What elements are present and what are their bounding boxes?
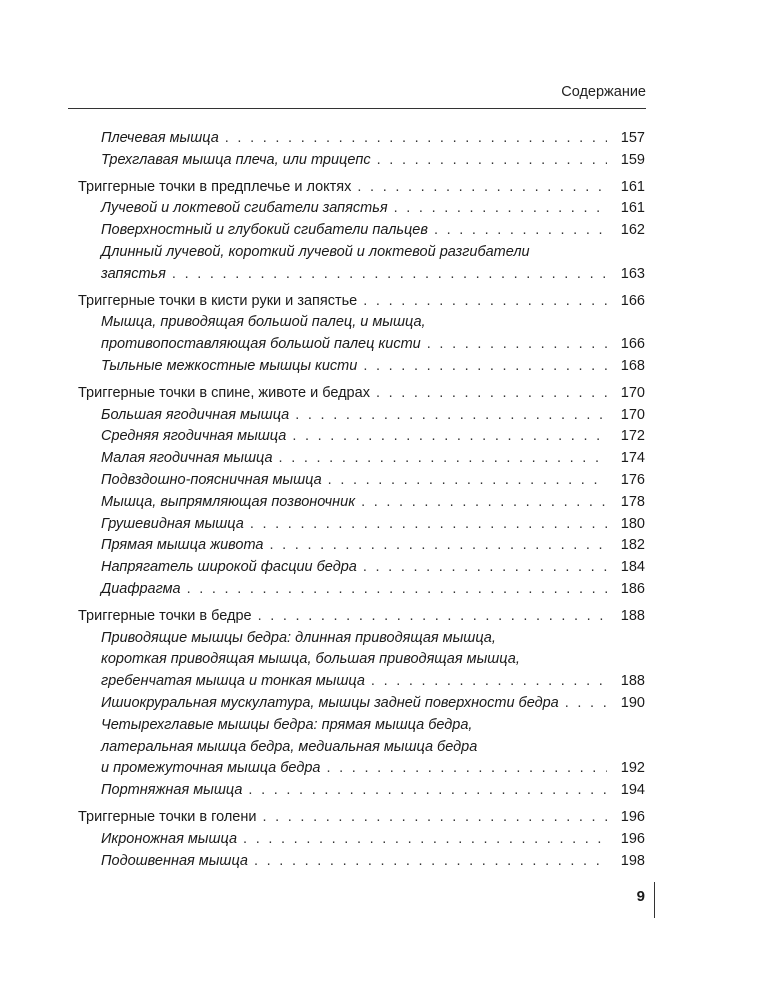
toc-entry-title: Большая ягодичная мышца [101, 406, 290, 423]
toc-entry-title: Грушевидная мышца [101, 515, 244, 532]
toc-subsection-entry[interactable] [78, 535, 645, 557]
dot-leader [434, 220, 607, 242]
toc-entry-title: Плечевая мышца [101, 130, 219, 146]
toc-entry-title: Прямая мышца живота [101, 537, 264, 554]
dot-leader [363, 557, 607, 579]
toc-entry-title: Подошвенная мышца [101, 852, 248, 869]
dot-leader [243, 829, 607, 851]
toc-section-entry[interactable] [78, 177, 645, 199]
toc-entry-title: Четырехглавые мышцы бедра: прямая мышца бедра, [101, 716, 473, 733]
toc-page-number: 157 [620, 130, 645, 146]
toc-subsection-entry[interactable] [78, 356, 645, 378]
toc-subsection-entry[interactable] [78, 492, 645, 514]
toc-subsection-entry[interactable] [78, 470, 645, 492]
toc-page-number: 180 [620, 515, 645, 532]
toc-entry-title: Мышца, выпрямляющая позвоночник [101, 493, 356, 510]
toc-subsection-entry[interactable] [78, 715, 645, 780]
dot-leader [376, 383, 607, 405]
toc-page-number: 182 [620, 537, 645, 554]
toc-subsection-entry[interactable] [78, 128, 645, 150]
toc-page-number: 161 [620, 200, 645, 217]
toc-page-number: 196 [620, 830, 645, 847]
toc-entry-title: гребенчатая мышца и тонкая мышца [101, 673, 365, 690]
toc-page-number: 170 [620, 384, 645, 401]
toc-subsection-entry[interactable] [78, 514, 645, 536]
toc-subsection-entry[interactable] [78, 312, 645, 356]
toc-entry-title: Ишиокруральная мускулатура, мышцы задней поверхности бедра [101, 694, 559, 711]
toc-entry-title: Средняя ягодичная мышца [101, 428, 287, 445]
toc-subsection-entry[interactable] [78, 405, 645, 427]
toc-subsection-entry[interactable] [78, 829, 645, 851]
dot-leader [292, 426, 607, 448]
toc-entry-title: Подвздошно-поясничная мышца [101, 471, 322, 488]
table-of-contents [78, 128, 645, 872]
toc-subsection-entry[interactable] [78, 198, 645, 220]
dot-leader [427, 334, 607, 356]
toc-page-number: 178 [620, 493, 645, 510]
dot-leader [269, 535, 607, 557]
header-rule [68, 108, 646, 109]
toc-entry-title: латеральная мышца бедра, медиальная мышца бедра [101, 738, 478, 755]
toc-entry-title: и промежуточная мышца бедра [101, 760, 321, 777]
dot-leader [258, 606, 607, 628]
running-title: Содержание [561, 84, 646, 100]
toc-entry-title: Триггерные точки в голени [78, 808, 257, 825]
dot-leader [279, 448, 607, 470]
toc-subsection-entry[interactable] [78, 780, 645, 802]
toc-page-number: 162 [620, 222, 645, 239]
dot-leader [363, 356, 607, 378]
dot-leader [394, 198, 607, 220]
toc-page-number: 170 [620, 406, 645, 423]
toc-page-number: 166 [620, 336, 645, 353]
toc-entry-title: Триггерные точки в спине, животе и бедрах [78, 384, 370, 401]
dot-leader [248, 780, 607, 802]
toc-entry-title: Диафрагма [101, 580, 181, 597]
dot-leader [254, 851, 607, 873]
dot-leader [371, 671, 607, 693]
toc-page-number: 186 [620, 580, 645, 597]
toc-page-number: 174 [620, 450, 645, 467]
toc-entry-title: Триггерные точки в предплечье и локтях [78, 178, 352, 195]
toc-entry-title: Триггерные точки в кисти руки и запястье [78, 292, 358, 309]
toc-subsection-entry[interactable] [78, 220, 645, 242]
dot-leader [565, 693, 607, 715]
dot-leader [250, 514, 607, 536]
toc-entry-title: Мышца, приводящая большой палец, и мышца, [101, 314, 426, 331]
toc-page-number: 192 [620, 760, 645, 777]
toc-page-number: 176 [620, 471, 645, 488]
toc-subsection-entry[interactable] [78, 448, 645, 470]
toc-entry-title: Портняжная мышца [101, 782, 243, 799]
toc-page-number: 166 [620, 292, 645, 309]
toc-subsection-entry[interactable] [78, 242, 645, 286]
toc-subsection-entry[interactable] [78, 557, 645, 579]
toc-page-number: 168 [620, 357, 645, 374]
toc-entry-title: Длинный лучевой, короткий лучевой и локтевой разгибатели [101, 243, 530, 260]
toc-subsection-entry[interactable] [78, 426, 645, 448]
toc-entry-title: Тыльные межкостные мышцы кисти [101, 357, 358, 374]
dot-leader [187, 579, 607, 601]
toc-entry-title: Трехглавая мышца плеча, или трицепс [101, 151, 371, 168]
dot-leader [361, 492, 607, 514]
dot-leader [295, 405, 607, 427]
dot-leader [326, 758, 607, 780]
toc-entry-title: запястья [101, 265, 166, 282]
toc-section-entry[interactable] [78, 383, 645, 405]
toc-entry-title: Лучевой и локтевой сгибатели запястья [101, 200, 388, 217]
toc-entry-title: противопоставляющая большой палец кисти [101, 336, 421, 353]
toc-entry-title: Триггерные точки в бедре [78, 607, 252, 624]
toc-page-number: 194 [620, 782, 645, 799]
toc-page-number: 172 [620, 428, 645, 445]
toc-page-number: 198 [620, 852, 645, 869]
page-number-rule [654, 882, 655, 918]
toc-entry-title: Напрягатель широкой фасции бедра [101, 559, 357, 576]
toc-subsection-entry[interactable] [78, 693, 645, 715]
dot-leader [172, 264, 607, 286]
toc-section-entry[interactable] [78, 606, 645, 628]
toc-page-number: 184 [620, 559, 645, 576]
toc-page-number: 159 [620, 151, 645, 168]
page-number: 9 [636, 888, 645, 905]
dot-leader [363, 291, 607, 313]
toc-page-number: 196 [620, 808, 645, 825]
toc-section-entry[interactable] [78, 807, 645, 829]
toc-entry-title: Икроножная мышца [101, 830, 238, 847]
toc-entry-title: Малая ягодичная мышца [101, 450, 273, 467]
dot-leader [225, 128, 607, 150]
dot-leader [357, 177, 607, 199]
toc-page-number: 190 [620, 694, 645, 711]
toc-subsection-entry[interactable] [78, 628, 645, 693]
dot-leader [377, 150, 607, 172]
toc-subsection-entry[interactable] [78, 579, 645, 601]
toc-subsection-entry[interactable] [78, 851, 645, 873]
toc-page-number: 188 [620, 673, 645, 690]
toc-entry-title: Поверхностный и глубокий сгибатели пальцев [101, 222, 428, 239]
toc-page-number: 163 [620, 265, 645, 282]
toc-entry-title: короткая приводящая мышца, большая приводящая мышца, [101, 651, 520, 668]
toc-section-entry[interactable] [78, 291, 645, 313]
toc-page-number: 161 [620, 178, 645, 195]
toc-page-number: 188 [620, 607, 645, 624]
dot-leader [328, 470, 607, 492]
dot-leader [262, 807, 607, 829]
toc-entry-title: Приводящие мышцы бедра: длинная приводящая мышца, [101, 629, 496, 646]
toc-subsection-entry[interactable] [78, 150, 645, 172]
